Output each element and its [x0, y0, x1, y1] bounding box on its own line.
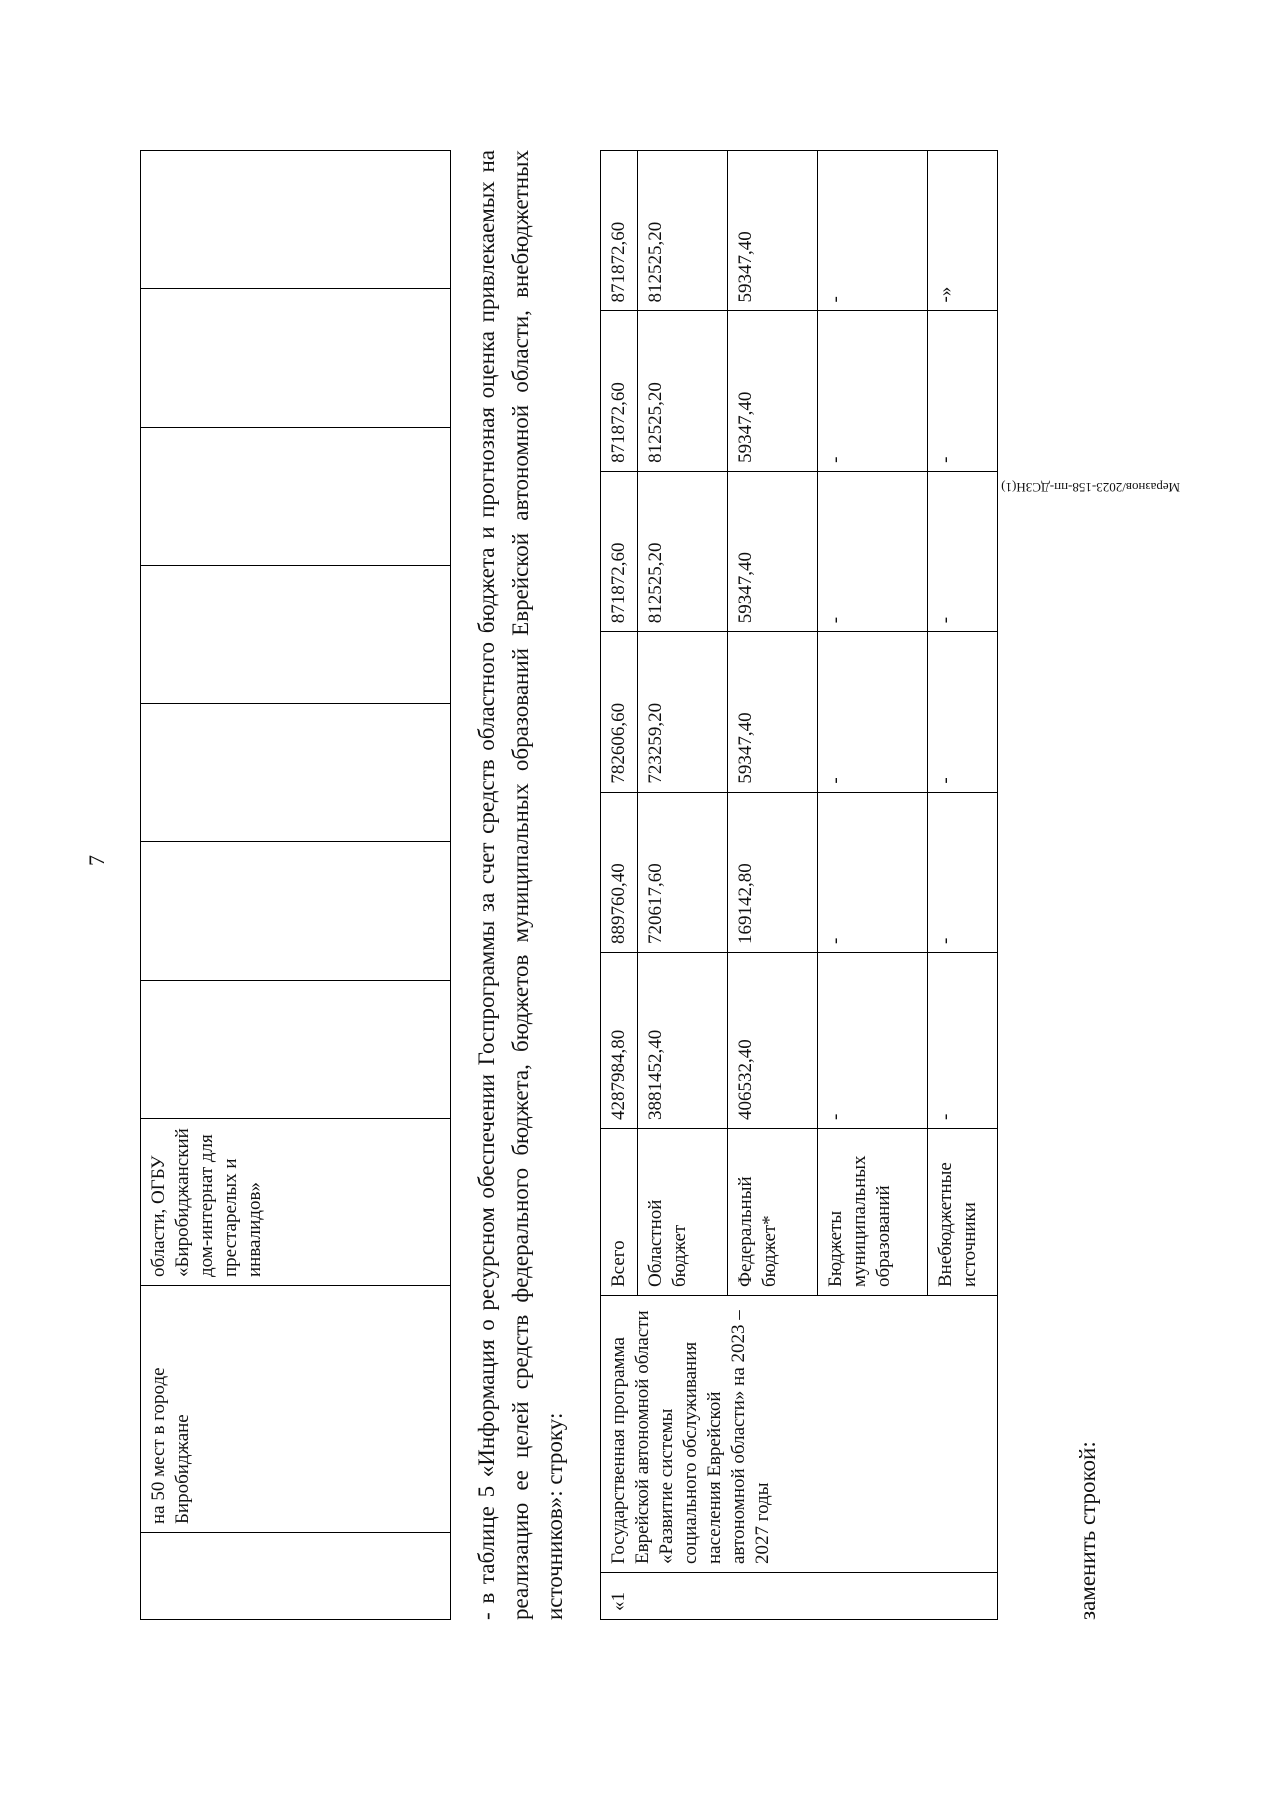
- recipient-cell: области, ОГБУ «Биробиджанский дом-интернат для престарелых и инвалидов»: [141, 1119, 451, 1286]
- value-cell: 871872,60: [601, 471, 638, 631]
- paragraph-text: - в таблице 5 «Информация о ресурсном обеспечении Госпрограммы за счет средств областного бюджета и прогнозная оценка привлекаемых на реализацию ее целей средств федерального бюджета, бюджетов муниципальных образований Еврейской автономной области, внебюджетных источников»:: [474, 150, 567, 1620]
- value-cell: 3881452,40: [638, 953, 728, 1129]
- value-cell: 812525,20: [638, 151, 728, 311]
- source-cell: Внебюджетные источники: [928, 1129, 998, 1296]
- value-cell: 889760,40: [601, 792, 638, 952]
- replace-text: заменить строкой:: [1075, 1441, 1100, 1620]
- value-cell: 812525,20: [638, 311, 728, 471]
- value-cell: -: [928, 311, 998, 471]
- empty-cell: [141, 289, 451, 427]
- value-cell: -: [818, 953, 928, 1129]
- value-cell: 871872,60: [601, 311, 638, 471]
- paragraph-tail: строку:: [542, 1412, 567, 1485]
- value-cell: -: [928, 471, 998, 631]
- footer-code: Меразнов/2023-158-пп-ДСЗН(1): [1001, 480, 1180, 495]
- value-cell: -: [928, 953, 998, 1129]
- value-cell: 406532,40: [728, 953, 818, 1129]
- source-cell: Федеральный бюджет*: [728, 1129, 818, 1296]
- main-table: [600, 150, 998, 1620]
- empty-cell: [141, 427, 451, 565]
- location-cell: на 50 мест в городе Биробиджане: [141, 1286, 451, 1533]
- value-cell: 4287984,80: [601, 953, 638, 1129]
- value-cell: 782606,60: [601, 632, 638, 792]
- value-cell: 59347,40: [728, 471, 818, 631]
- row-marker: «1: [601, 1573, 998, 1620]
- value-cell: 720617,60: [638, 792, 728, 952]
- paragraph: [470, 150, 572, 1620]
- value-cell: 59347,40: [728, 632, 818, 792]
- empty-cell: [141, 704, 451, 842]
- value-cell: -: [818, 471, 928, 631]
- value-cell: -: [818, 151, 928, 311]
- value-cell: -»: [928, 151, 998, 311]
- source-cell: Областной бюджет: [638, 1129, 728, 1296]
- source-cell: Всего: [601, 1129, 638, 1296]
- value-cell: 59347,40: [728, 311, 818, 471]
- value-cell: 723259,20: [638, 632, 728, 792]
- value-cell: -: [818, 632, 928, 792]
- value-cell: -: [928, 792, 998, 952]
- source-cell: Бюджеты муниципальных образований: [818, 1129, 928, 1296]
- value-cell: 169142,80: [728, 792, 818, 952]
- value-cell: 59347,40: [728, 151, 818, 311]
- empty-cell: [141, 842, 451, 980]
- program-name: Государственная программа Еврейской автономной области «Развитие системы социального обслуживания населения Еврейской автономной области» на 2023 – 2027 годы: [601, 1296, 998, 1573]
- empty-cell: [141, 151, 451, 289]
- value-cell: 871872,60: [601, 151, 638, 311]
- value-cell: 812525,20: [638, 471, 728, 631]
- empty-cell: [141, 1533, 451, 1620]
- empty-cell: [141, 565, 451, 703]
- value-cell: -: [928, 632, 998, 792]
- value-cell: -: [818, 311, 928, 471]
- value-cell: -: [818, 792, 928, 952]
- top-table: [140, 150, 451, 1620]
- rotated-page: [0, 70, 1180, 1700]
- empty-cell: [141, 980, 451, 1118]
- page-number: 7: [84, 855, 109, 866]
